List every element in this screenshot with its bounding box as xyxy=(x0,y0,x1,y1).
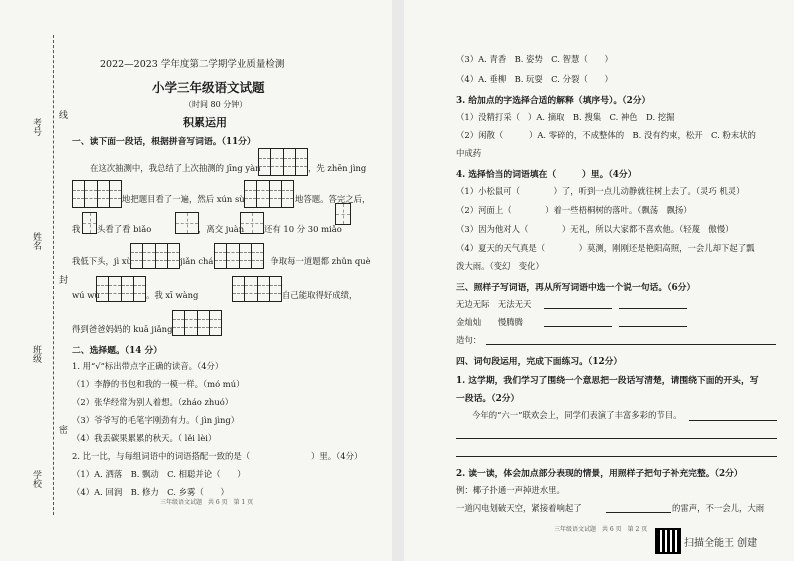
seal-line xyxy=(53,35,54,515)
answer-line[interactable] xyxy=(544,326,612,327)
q3-a: （1）没精打采（ xyxy=(456,112,520,122)
duration: （时间 80 分钟） xyxy=(184,100,248,109)
q3-c: 中成药 xyxy=(456,148,482,158)
q1-line5b: 。我 xī wàng xyxy=(146,290,199,300)
q1-line3b: 头看了看 biǎo xyxy=(97,224,152,234)
answer-line[interactable] xyxy=(606,512,671,513)
q1-line4c: ，争取每一道题都 zhǔn què xyxy=(262,256,371,266)
footer-left: 三年级语文试题 共 6 页 第 1 页 xyxy=(160,499,254,506)
exam-title: 2022—2023 学年度第二学期学业质量检测 xyxy=(100,59,285,70)
q5-example: 无边无际 无法无天 xyxy=(456,299,532,309)
q1-line3c: ，离交 juàn xyxy=(198,224,245,234)
q7-sentence-b: 的雷声，不一会儿，大雨 xyxy=(672,503,765,513)
pinyin-box[interactable] xyxy=(72,180,122,208)
q5-title: 三、照样子写词语，再从所写词语中选一个说一句话。（6分） xyxy=(456,283,696,293)
r-item: （4）A. 垂柳 B. 玩耍 C. 分裂（ ） xyxy=(456,74,613,84)
answer-line[interactable] xyxy=(689,420,777,421)
pinyin-box[interactable] xyxy=(214,243,264,269)
char-box[interactable] xyxy=(335,203,351,225)
pinyin-box[interactable] xyxy=(258,148,308,176)
q2-sub1: 1. 用“√”标出带点字正确的读音。（4分） xyxy=(72,361,224,371)
q3-title: 3. 给加点的字选择合适的解释（填序号）。（2分） xyxy=(456,96,651,106)
answer-line[interactable] xyxy=(544,308,612,309)
pinyin-box[interactable] xyxy=(172,310,222,336)
answer-line[interactable] xyxy=(456,438,777,439)
q2-title: 二、选择题。（14 分） xyxy=(72,346,163,356)
pinyin-box[interactable] xyxy=(232,276,282,302)
q2-item: （2）张华经常为别人着想。（zháo zhuó） xyxy=(72,397,234,407)
q1-line3a: 我 xyxy=(72,224,81,234)
q1-line4a: 我低下头，jì xù xyxy=(72,256,132,266)
subject-title: 小学三年级语文试题 xyxy=(152,80,265,95)
q2-item: （1）李静的书包和我的一模一样。（mó mú） xyxy=(72,379,245,389)
q3-b: （2）闲散（ xyxy=(456,130,504,140)
exam-page-left xyxy=(0,0,392,561)
q7-title: 2. 读一读，体会加点部分表现的情景，用照样子把句子补充完整。（2分） xyxy=(456,469,743,479)
pinyin-box[interactable] xyxy=(244,180,294,208)
q4-item: （1）小松鼠可（ ）了，听到一点儿动静就往树上去了。（灵巧 机灵） xyxy=(456,186,745,196)
q6-title: 四、词句段运用，完成下面练习。（12分） xyxy=(456,357,623,367)
q3-a-options: ）A. 摘取 B. 搜集 C. 神色 D. 挖掘 xyxy=(528,112,675,122)
q1-line2a: 地把题目看了一遍，然后 xún sù xyxy=(122,194,245,204)
q6-prompt-b: 一段话。（2分） xyxy=(456,394,520,404)
secret-text: 密 xyxy=(57,425,67,434)
char-box[interactable] xyxy=(82,212,97,234)
q1-line6a: 得到爸爸妈妈的 kuā jiǎng xyxy=(72,324,173,334)
q1-line1b: ，先 zhēn jìng xyxy=(308,163,367,173)
q7-sentence-a: 一道闪电划破天空，紧接着响起了 xyxy=(456,503,582,513)
answer-line[interactable] xyxy=(456,456,777,457)
q7-example: 例：椰子扑通一声掉进水里。 xyxy=(456,485,565,495)
q1-line5a: wú wù xyxy=(72,290,100,300)
r-item: （3）A. 青香 B. 姿势 C. 智慧（ ） xyxy=(456,54,613,64)
exam-no-label: 考号 xyxy=(31,118,41,136)
q2-sub2b: ）里。（4分） xyxy=(311,451,363,461)
pinyin-box[interactable] xyxy=(96,276,146,302)
q2-item: （1）A. 洒落 B. 飘动 C. 相聪并论（ ） xyxy=(72,469,246,479)
answer-line[interactable] xyxy=(619,326,687,327)
seal-line-text: 线 xyxy=(57,110,67,119)
q5-example: 金灿灿 慢腾腾 xyxy=(456,317,523,327)
q1-line5c: 自己能取得好成绩， xyxy=(282,290,358,300)
pinyin-box[interactable] xyxy=(130,243,180,269)
q4-item: （2）河面上（ ）着一些梧桐树的落叶。（飘荡 飘扬） xyxy=(456,205,692,215)
char-box[interactable] xyxy=(175,212,199,234)
q1-line3d: 还有 10 分 30 miǎo xyxy=(264,224,342,234)
char-box[interactable] xyxy=(240,212,264,234)
scanner-watermark: 扫描全能王 创建 xyxy=(684,538,758,549)
q4-item: （3）因为他对人（ ）无礼，所以大家都不喜欢他。（轻蔑 傲慢） xyxy=(456,224,734,234)
q2-item: （3）爷爷写的毛笔字刚劲有力。（ jìn jìng） xyxy=(72,415,240,425)
q6-prompt: 1. 这学期，我们学习了围绕一个意思把一段话写清楚，请围绕下面的开头，写 xyxy=(456,376,759,386)
q1-line4b: jiǎn chá xyxy=(180,256,214,266)
school-label: 学校 xyxy=(31,470,41,488)
answer-line[interactable] xyxy=(486,344,776,345)
answer-line[interactable] xyxy=(619,308,687,309)
q2-sub2: 2. 比一比，与每组词语中的词语搭配一致的是（ xyxy=(72,451,251,461)
q5-sentence-label: 造句： xyxy=(456,335,482,345)
seal-text: 封 xyxy=(57,275,67,284)
name-label: 姓名 xyxy=(31,232,41,250)
class-label: 班级 xyxy=(31,345,41,363)
q1-line1a: 在这次抽测中，我总结了上次抽测的 jīng yàn xyxy=(90,163,261,173)
q4-title-b: ）里。（4分） xyxy=(582,170,637,180)
q1-line2b: 地答题。答完之后， xyxy=(295,194,371,204)
q2-item: （4）我丢碳果累累的秋天。（ lěi lèi） xyxy=(72,433,217,443)
q4-item: （4）夏天的天气真是（ ）莫测，刚刚还是艳阳高照，一会儿却下起了瓢 xyxy=(456,243,755,253)
qr-code-icon xyxy=(655,528,681,554)
q3-b-options: ）A. 零碎的，不成整体的 B. 没有约束，松开 C. 粉末状的 xyxy=(529,130,756,140)
exam-page-right xyxy=(404,0,794,561)
q2-item: （4）A. 回润 B. 修力 C. 乡雾（ ） xyxy=(72,487,229,497)
q6-start: 今年的“六一”联欢会上，同学们表演了丰富多彩的节目。 xyxy=(472,410,682,420)
q1-title: 一、读下面一段话，根据拼音写词语。（11分） xyxy=(72,137,256,147)
q4-title: 4. 选择恰当的词语填在（ xyxy=(456,170,557,180)
q4-item: 泼大雨。（变幻 变化） xyxy=(456,261,544,271)
section-title: 积累运用 xyxy=(183,116,227,129)
footer-right: 三年级语文试题 共 6 页 第 2 页 xyxy=(554,526,648,533)
